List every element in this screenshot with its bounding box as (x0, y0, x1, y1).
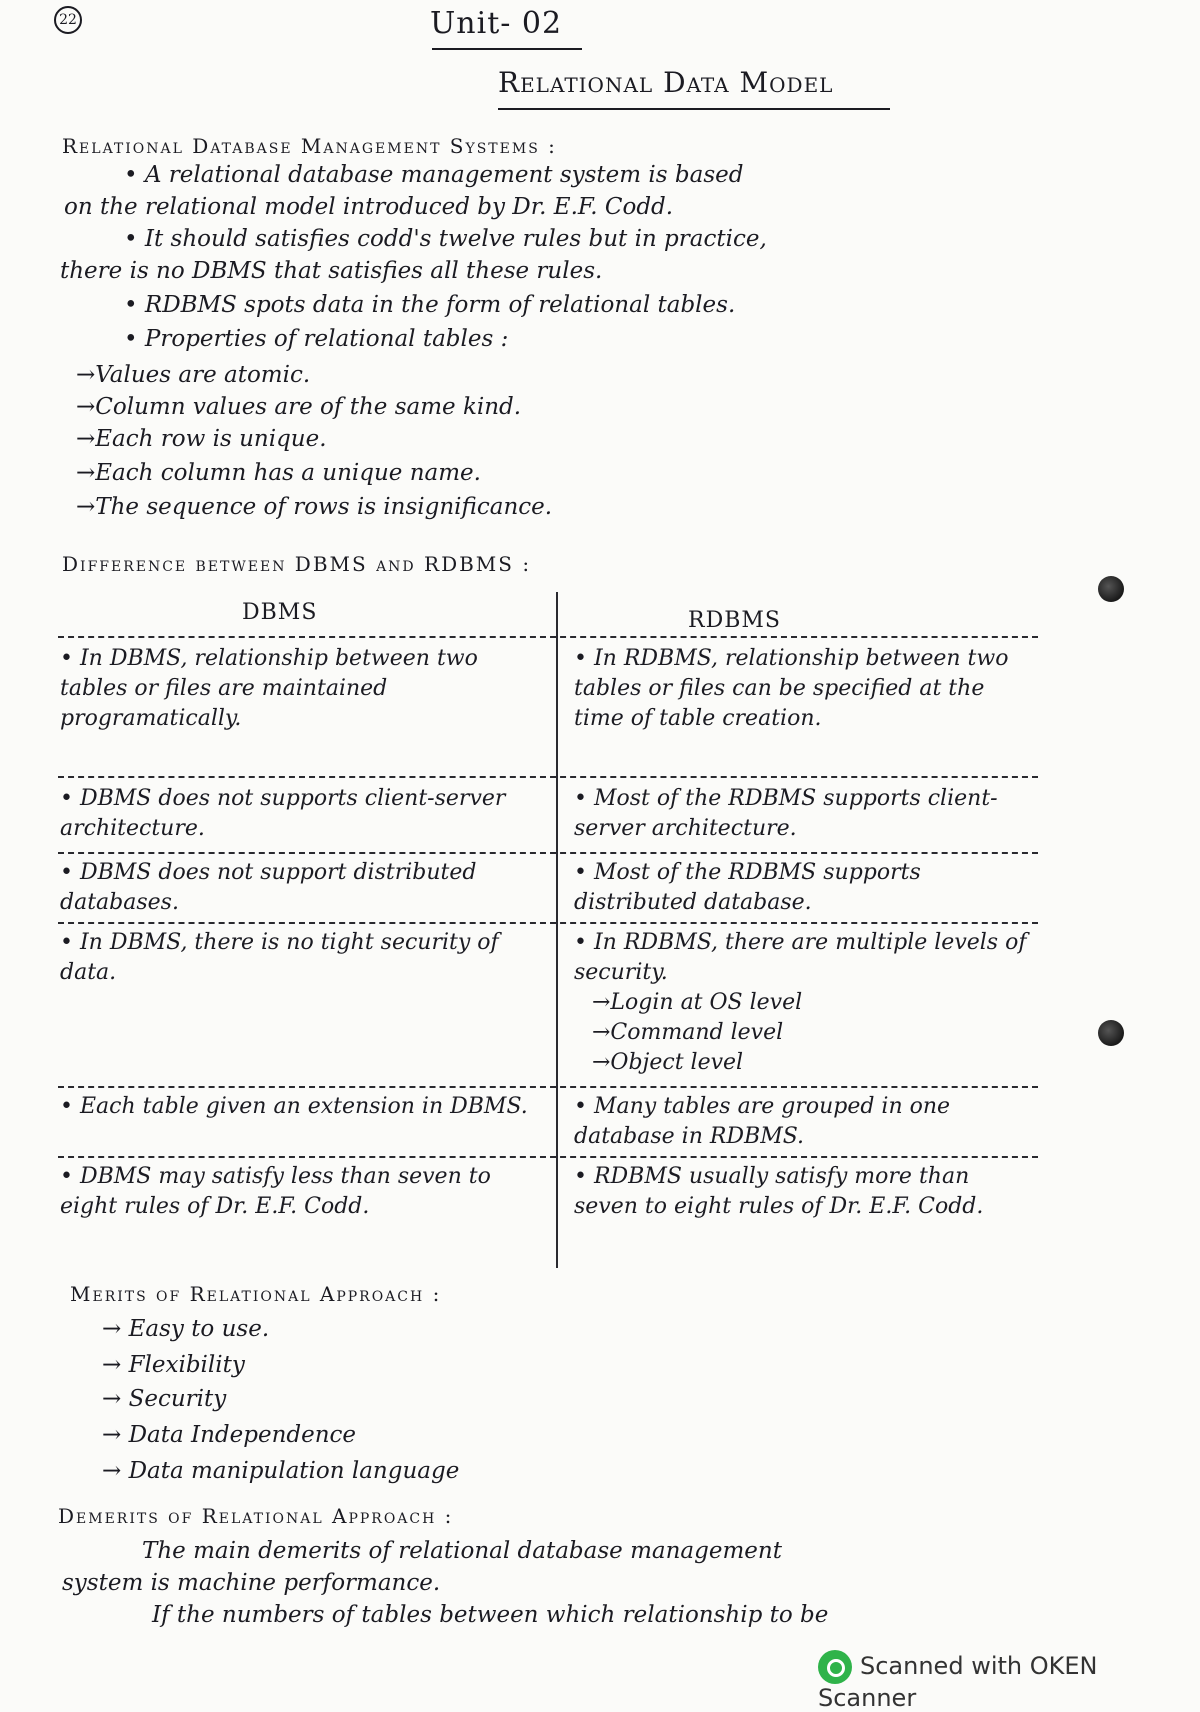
dbms-cell: • DBMS does not support distributed databases. (60, 860, 477, 915)
security-level-item: →Command level (592, 1020, 784, 1045)
table-row-divider (58, 636, 1038, 638)
rdbms-para2-line2: there is no DBMS that satisfies all these rules. (60, 258, 603, 284)
scanner-text: Scanned with OKEN Scanner (818, 1652, 1098, 1712)
rdbms-cell: • Most of the RDBMS supports distributed database. (574, 860, 921, 915)
security-level-item: →Object level (592, 1050, 744, 1075)
rdbms-para2-line1: • It should satisfies codd's twelve rules but in practice, (124, 226, 767, 252)
dbms-cell: • In DBMS, relationship between two tables or files are maintained programatically. (60, 646, 478, 731)
security-level-item: →Login at OS level (592, 990, 803, 1015)
column-header-dbms: DBMS (242, 600, 318, 625)
demerits-line3: If the numbers of tables between which relationship to be (152, 1602, 829, 1628)
property-item: →Values are atomic. (76, 362, 311, 388)
unit-title: Unit- 02 (430, 6, 563, 41)
page-title: Relational Data Model (498, 66, 834, 99)
binder-hole-dot (1098, 576, 1124, 602)
demerits-line2: system is machine performance. (62, 1570, 441, 1596)
rdbms-para3: • RDBMS spots data in the form of relational tables. (124, 292, 736, 318)
table-row-divider (58, 776, 1038, 778)
property-item: →Each row is unique. (76, 426, 327, 452)
table-row-divider (58, 852, 1038, 854)
rdbms-para1-line1: • A relational database management system is based (124, 162, 744, 188)
table-row-divider (58, 922, 1038, 924)
page-number: 22 (54, 6, 82, 34)
demerits-line1: The main demerits of relational database management (142, 1538, 782, 1564)
merit-item: → Data Independence (102, 1422, 357, 1448)
table-divider-vertical (556, 592, 558, 1268)
rdbms-cell: • RDBMS usually satisfy more than seven to eight rules of Dr. E.F. Codd. (574, 1164, 984, 1219)
binder-hole-dot (1098, 1020, 1124, 1046)
table-row-divider (58, 1086, 1038, 1088)
merit-item: → Flexibility (102, 1352, 245, 1378)
merit-item: → Data manipulation language (102, 1458, 460, 1484)
merit-item: → Easy to use. (102, 1316, 270, 1342)
merits-heading: Merits of Relational Approach : (70, 1282, 442, 1306)
rdbms-heading: Relational Database Management Systems : (62, 134, 557, 158)
rdbms-cell-text: • In RDBMS, there are multiple levels of security. (574, 930, 1027, 985)
title-underline (498, 108, 890, 110)
dbms-cell: • DBMS may satisfy less than seven to eight rules of Dr. E.F. Codd. (60, 1164, 491, 1219)
merit-item: → Security (102, 1386, 227, 1412)
rdbms-cell (574, 928, 1034, 1078)
rdbms-cell: • Many tables are grouped in one database in RDBMS. (574, 1094, 951, 1149)
demerits-heading: Demerits of Relational Approach : (58, 1504, 454, 1528)
rdbms-para4: • Properties of relational tables : (124, 326, 509, 352)
scanner-watermark (818, 1650, 1200, 1712)
dbms-cell: • In DBMS, there is no tight security of data. (60, 930, 499, 985)
dbms-cell: • DBMS does not supports client-server architecture. (60, 786, 506, 841)
scanner-logo-icon (818, 1650, 852, 1684)
property-item: →Each column has a unique name. (76, 460, 481, 486)
dbms-cell: • Each table given an extension in DBMS. (60, 1094, 528, 1119)
column-header-rdbms: RDBMS (688, 608, 781, 633)
table-row-divider (58, 1156, 1038, 1158)
rdbms-cell: • Most of the RDBMS supports client-server architecture. (574, 786, 998, 841)
rdbms-cell: • In RDBMS, relationship between two tables or files can be specified at the time of table creation. (574, 646, 1009, 731)
unit-underline (432, 48, 582, 50)
property-item: →The sequence of rows is insignificance. (76, 494, 553, 520)
difference-heading: Difference between DBMS and RDBMS : (62, 552, 532, 576)
property-item: →Column values are of the same kind. (76, 394, 522, 420)
rdbms-para1-line2: on the relational model introduced by Dr. E.F. Codd. (64, 194, 674, 220)
